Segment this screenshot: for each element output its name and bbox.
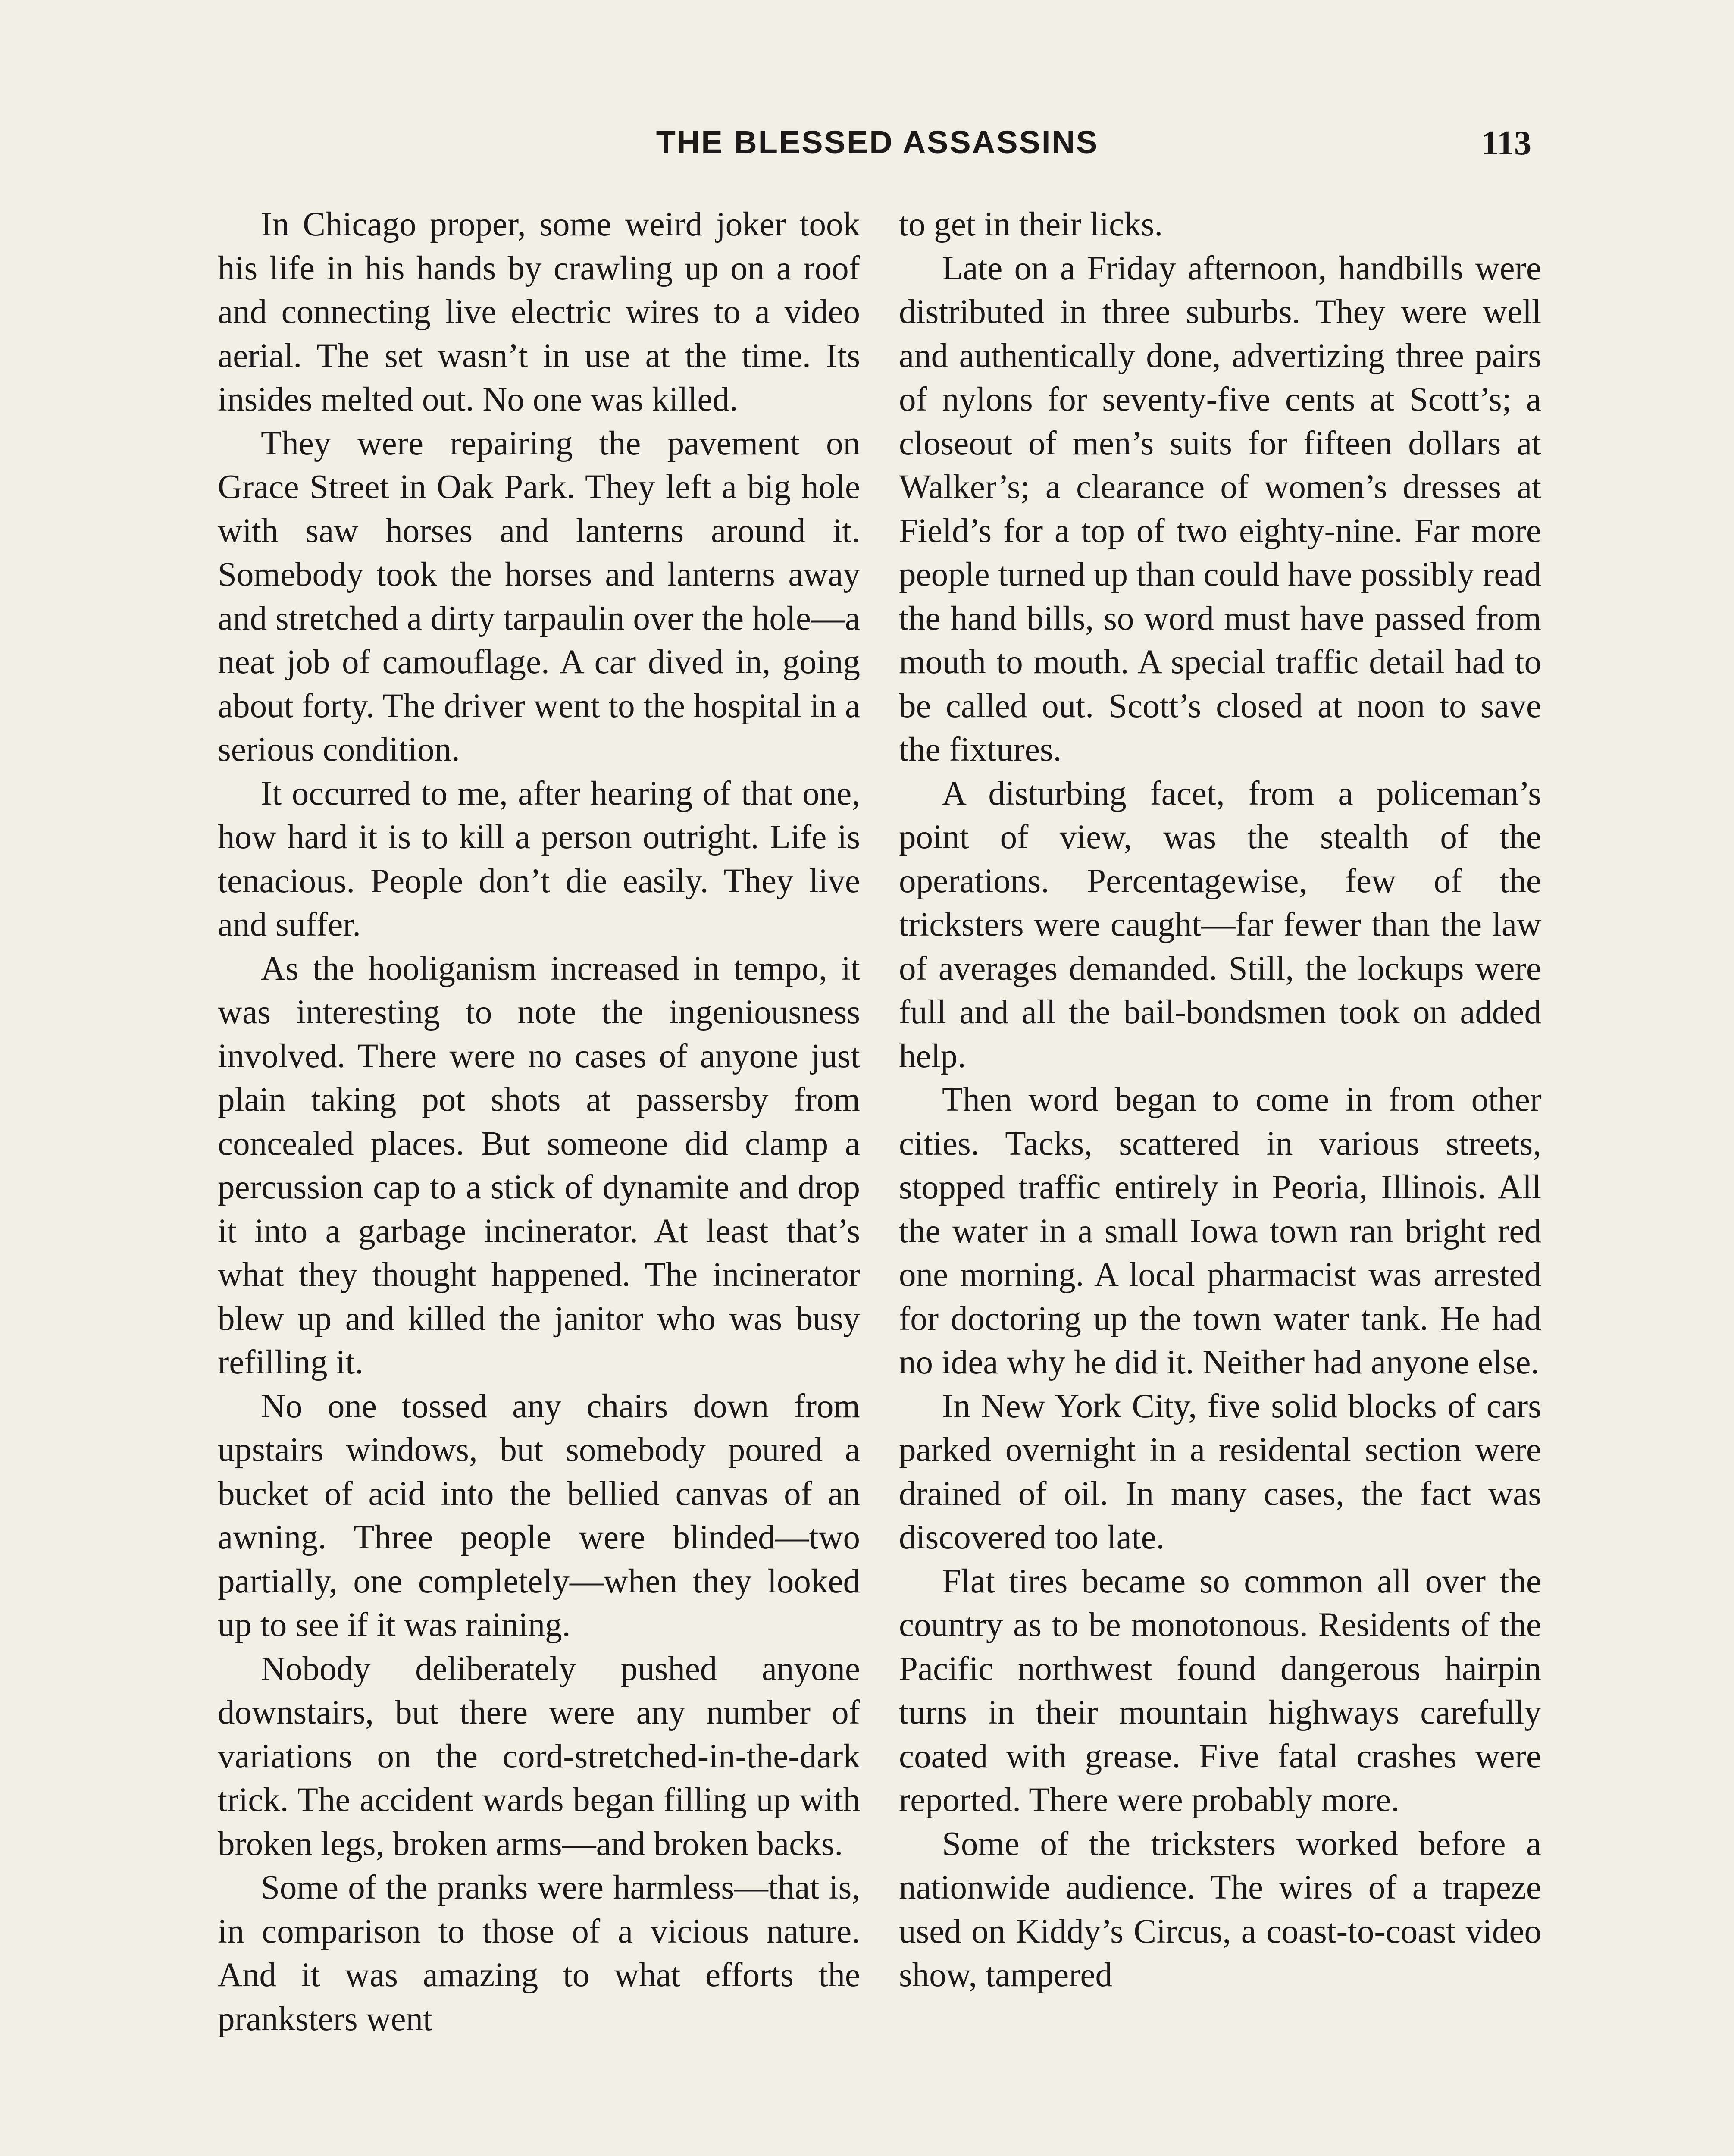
paragraph: Late on a Friday afternoon, handbills were distributed in three suburbs. They were well and authentically done, advertizing three pairs of nylons for seventy-five cents at Scott’s; a closeout of men’s suits for fifteen dollars at Walker’s; a clearance of women’s dresses at Field’s for a top of two eighty-nine. Far more people turned up than could have possibly read the hand bills, so word must have passed from mouth to mouth. A special traffic detail had to be called out. Scott’s closed at noon to save the fixtures. — [899, 249, 1541, 768]
paragraph-continued: to get in their licks. — [899, 206, 1163, 243]
paragraph: As the hooliganism increased in tempo, it was interesting to note the ingeniousness involved. There were no cases of anyone just plain taking pot shots at passersby from concealed places. But someone did clamp a percussion cap to a stick of dynamite and drop it into a garbage incinerator. At least that’s what they thought happened. The incinerator blew up and killed the janitor who was busy refilling it. — [218, 950, 860, 1381]
right-text-column — [899, 203, 1541, 1997]
paragraph: No one tossed any chairs down from upstairs windows, but somebody poured a bucket of acid into the bellied canvas of an awning. Three people were blinded—two partially, one completely—when they looked up to see if it was raining. — [218, 1387, 860, 1644]
running-head — [0, 121, 1734, 168]
paragraph: Then word began to come in from other cities. Tacks, scattered in various streets, stopped traffic entirely in Peoria, Illinois. All the water in a small Iowa town ran bright red one morning. A local pharmacist was arrested for doctoring up the town water tank. He had no idea why he did it. Neither had anyone else. — [899, 1081, 1541, 1381]
paragraph: They were repairing the pavement on Grace Street in Oak Park. They left a big hole with saw horses and lanterns around it. Somebody took the horses and lanterns away and stretched a dirty tarpaulin over the hole—a neat job of camouflage. A car dived in, going about forty. The driver went to the hospital in a serious condition. — [218, 424, 860, 768]
left-text-column — [218, 203, 860, 2041]
paragraph: In New York City, five solid blocks of cars parked overnight in a residental section were drained of oil. In many cases, the fact was discovered too late. — [899, 1387, 1541, 1556]
paragraph: Some of the tricksters worked before a nationwide audience. The wires of a trapeze used on Kiddy’s Circus, a coast-to-coast video show, tampered — [899, 1825, 1541, 1994]
paragraph: Nobody deliberately pushed anyone downstairs, but there were any number of variations on the cord-stretched-in-the-dark trick. The accident wards began filling up with broken legs, broken arms—and broken backs. — [218, 1650, 860, 1863]
running-title: THE BLESSED ASSASSINS — [656, 124, 1099, 160]
paragraph: In Chicago proper, some weird joker took his life in his hands by crawling up on a roof and connecting live electric wires to a video aerial. The set wasn’t in use at the time. Its insides melted out. No one was killed. — [218, 206, 860, 418]
paragraph: Some of the pranks were harmless—that is, in comparison to those of a vicious nature. And it was amazing to what efforts the pranksters went — [218, 1869, 860, 2038]
paragraph: Flat tires became so common all over the country as to be monotonous. Residents of the Pacific northwest found dangerous hairpin turns in their mountain highways carefully coated with grease. Five fatal crashes were reported. There were probably more. — [899, 1562, 1541, 1819]
paragraph: A disturbing facet, from a policeman’s point of view, was the stealth of the operations. Percentagewise, few of the tricksters were caught—far fewer than the law of averages demanded. Still, the lockups were full and all the bail-bondsmen took on added help. — [899, 774, 1541, 1075]
page-number: 113 — [1481, 124, 1531, 162]
paragraph: It occurred to me, after hearing of that one, how hard it is to kill a person outright. Life is tenacious. People don’t die easily. They live and suffer. — [218, 774, 860, 943]
